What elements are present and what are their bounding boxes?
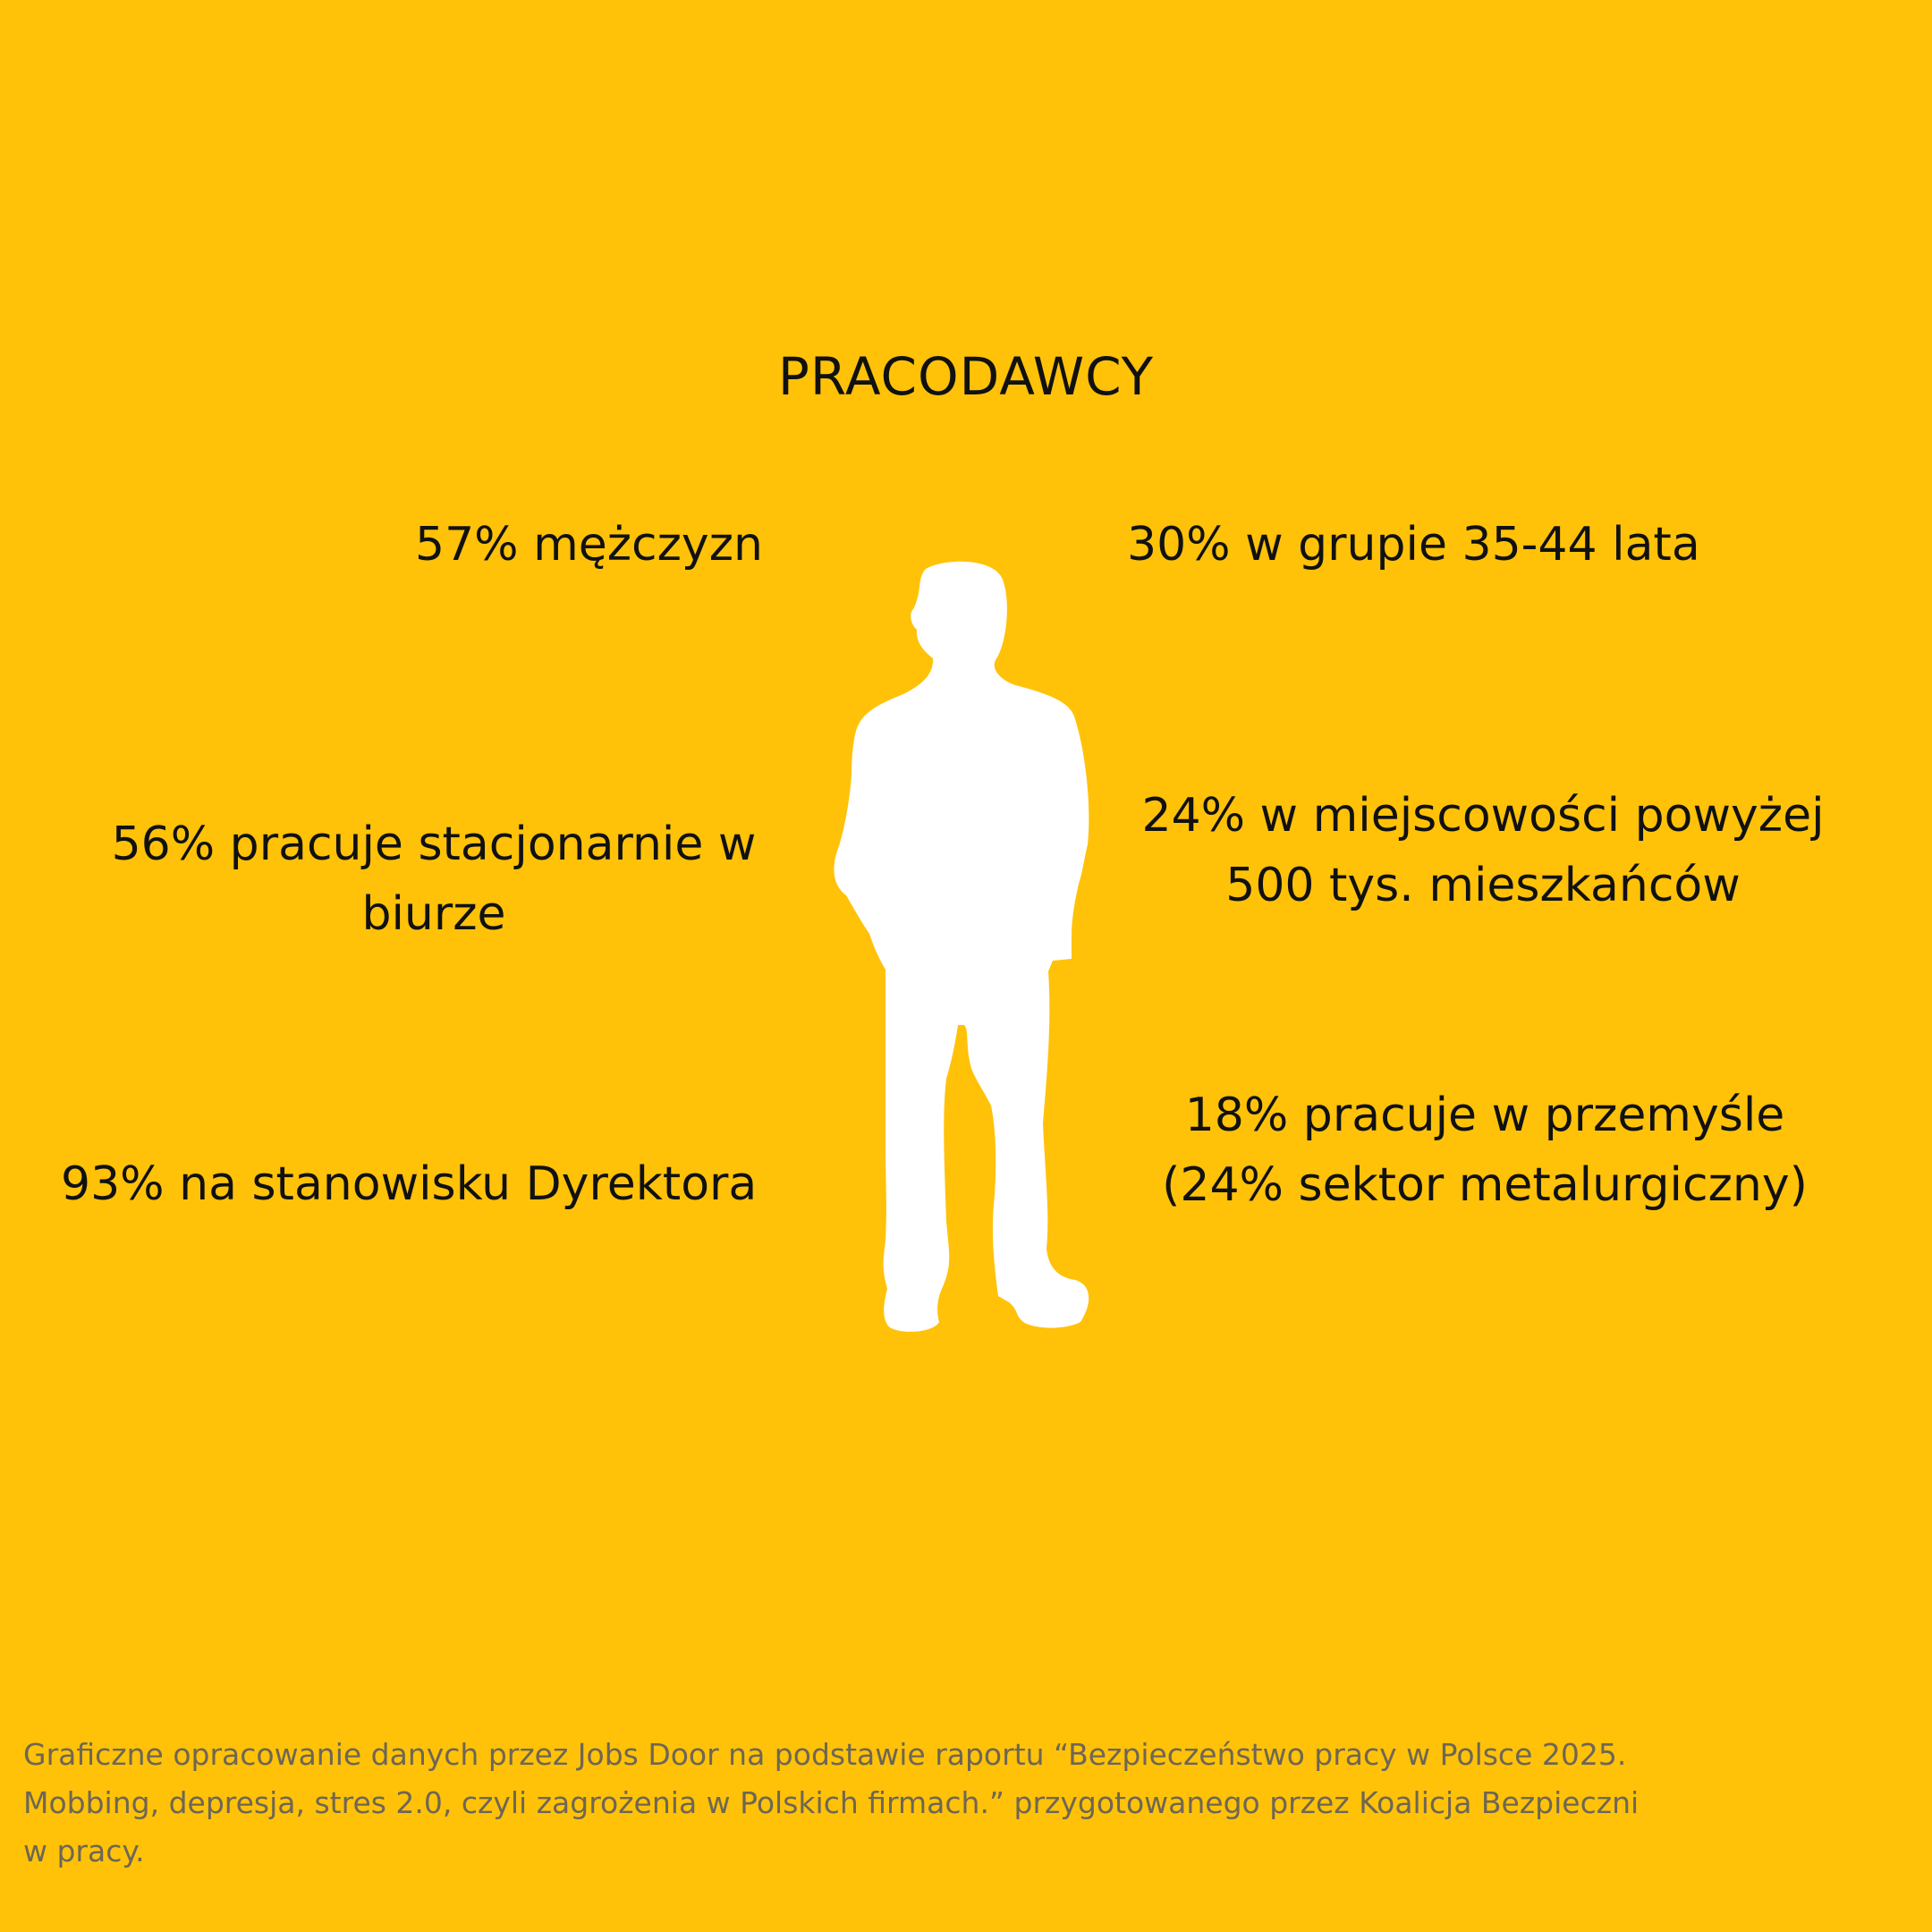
stat-office-line-2: biurze: [361, 887, 506, 941]
stat-city-line-2: 500 tys. mieszkańców: [1225, 859, 1741, 912]
footer-line-3: w pracy.: [23, 1834, 145, 1868]
stat-men: [415, 510, 763, 580]
stat-city: [1125, 781, 1841, 920]
stat-industry: [1145, 1080, 1825, 1220]
footer-line-2: Mobbing, depresja, stres 2.0, czyli zagrożenia w Polskich firmach.” przygotowanego przez Koalicja Bezpieczni: [23, 1785, 1640, 1820]
stat-office-line-1: 56% pracuje stacjonarnie w: [111, 818, 757, 871]
stat-men-text: 57% mężczyzn: [415, 518, 763, 572]
stat-age: [1127, 510, 1700, 580]
stat-director-text: 93% na stanowisku Dyrektora: [61, 1157, 758, 1211]
footer-source-note: [23, 1731, 1866, 1876]
footer-line-1: Graficzne opracowanie danych przez Jobs Door na podstawie raportu “Bezpieczeństwo pracy w Polsce 2025.: [23, 1737, 1627, 1772]
stat-office: [89, 809, 778, 949]
standing-man-silhouette-icon: [832, 560, 1091, 1335]
stat-age-text: 30% w grupie 35-44 lata: [1127, 518, 1700, 572]
stat-director: [61, 1149, 757, 1219]
stat-industry-line-2: (24% sektor metalurgiczny): [1162, 1158, 1808, 1212]
page-title: PRACODAWCY: [777, 346, 1155, 407]
stat-industry-line-1: 18% pracuje w przemyśle: [1184, 1089, 1785, 1142]
stat-city-line-1: 24% w miejscowości powyżej: [1141, 789, 1825, 843]
